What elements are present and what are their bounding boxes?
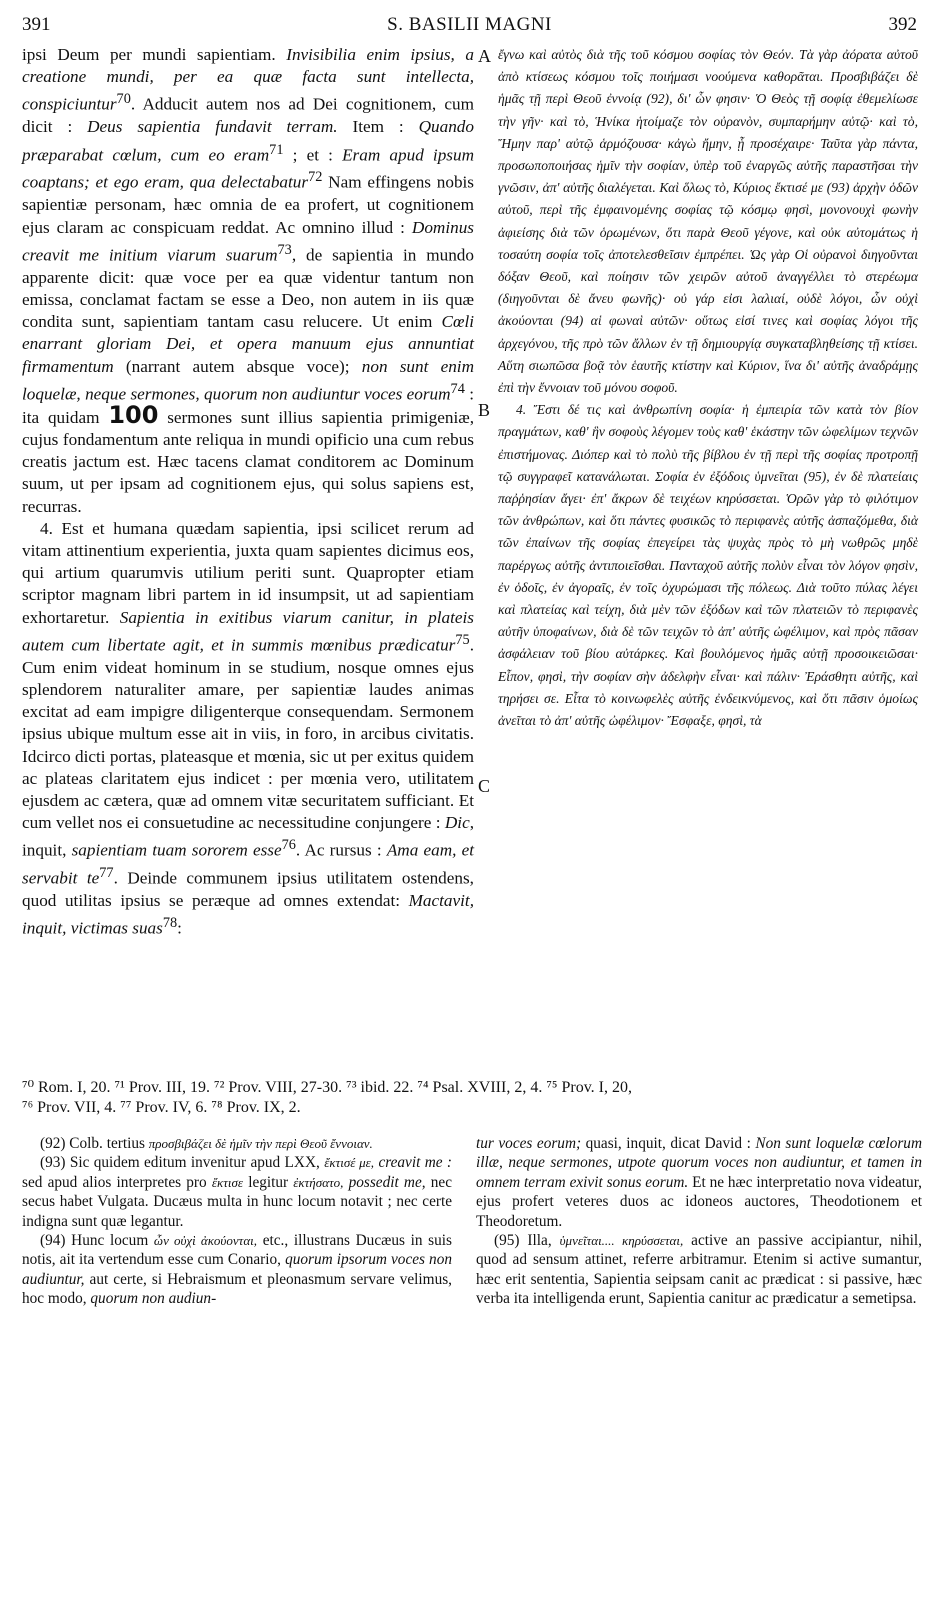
latin-text: : ita quidam — [22, 384, 474, 427]
note-quote: tur voces eorum; — [476, 1135, 582, 1152]
footnote-ref: 77 — [99, 865, 114, 882]
note-text: etc., illustrans Ducæus in suis notis, ait ita vertendum esse cum Conario, — [22, 1232, 452, 1269]
latin-text: . Cum enim videat hominum in se studium, nosque omnes ejus splendorem naturaliter amare, per sapientiæ laudes animas excitat ad eam impigre diligenterque consequendam. Sermonem ipsius ubique multum esse ait in viis, in foro, in arcibus civitatis. Idcirco dicti portas, plateasque et mœnia, sic ut per exitus quidem ac plateas claritatem ejus indicet : per mœnia vero, utilitatem ejusdem ac cætera, quæ ad omnem vitæ securitatem sufficiant. Et cum vellet nos ei consuetudine ac necessitudine conjungere : — [22, 635, 474, 833]
latin-quote: Invisibilia enim ipsius, a creatione mundi, per ea quæ facta sunt intellecta, conspiciuntur — [22, 45, 474, 115]
latin-text: ipsi Deum per mundi sapientiam. — [22, 45, 287, 64]
note-text: (93) Sic quidem editum invenitur apud LXX, — [40, 1154, 325, 1172]
note-93 — [22, 1153, 452, 1231]
note-text: legitur — [243, 1173, 294, 1191]
note-92 — [22, 1134, 452, 1153]
scripture-references — [22, 1078, 922, 1118]
margin-letter-a: A — [478, 46, 491, 66]
note-quote: creavit me : — [378, 1154, 453, 1172]
footnote-ref: 74 — [450, 380, 465, 397]
note-quote: quorum ipsorum voces non audiuntur, — [22, 1251, 453, 1288]
greek-paragraph-1: ἔγνω καὶ αὐτὸς διὰ τῆς τοῦ κόσμου σοφίας τὸν Θεόν. Τὰ γὰρ ἀόρατα αὐτοῦ ἀπὸ κτίσεως κόσμου τοῖς ποιήμασι νοούμενα καθορᾶται. Προσβιβάζει δὲ ἡμᾶς τῇ περὶ Θεοῦ ἐννοίᾳ (92), δι' ὧν φησιν· Ὁ Θεὸς τῇ σοφίᾳ ἐθεμελίωσε τὴν γῆν· καὶ τὸ, Ἡνίκα ἡτοίμαζε τὸν οὐρανὸν, συμπαρήμην αὐτῷ· καὶ τὸ, Ἤμην παρ' αὐτῷ ἁρμόζουσα· κἀγὼ ἤμην, ᾗ προσέχαιρε· Ταῦτα γὰρ πάντα, προσωποποιήσας ἡμῖν τὴν σοφίαν, ὑπὲρ τοῦ ἐναργῶς αὐτῆς παραστῆσαι τὴν γνῶσιν, ἀπ' αὐτῆς διαλέγεται. Καὶ ὅλως τὸ, Κύριος ἔκτισέ με (93) ἀρχὴν ὁδῶν αὐτοῦ, περὶ τῆς ἐμφαινομένης σοφίας τῷ κόσμῳ φησὶ, μονονουχὶ φωνὴν ἀφιείσης διὰ τῶν ὁρωμένων, ὅτι παρὰ Θεοῦ γέγονε, καὶ οὐκ αὐτομάτως ἡ τοσαύτη σοφία τοῖς ἀποτελεσθεῖσιν ἐμπρέπει. Ὡς γὰρ Οἱ οὐρανοὶ διηγοῦνται δόξαν Θεοῦ, καὶ ποίησιν τῶν χειρῶν αὐτοῦ ἀναγγέλλει τὸ στερέωμα (διηγοῦνται δὲ ἄνευ φωνῆς)· οὐ γάρ εἰσι λαλιαί, οὐδὲ λόγοι, ὧν οὐχὶ ἀκούονται (94) αἱ φωναὶ αὐτῶν· οὕτως εἰσί τινες καὶ σοφίας λόγοι τῆς ἀρχεγόνου, τῆς πρὸ τῶν ἄλλων ἐν τῇ δημιουργίᾳ συγκαταβληθείσης τῇ κτίσει. Αὕτη σιωπῶσα βοᾷ τὸν ἑαυτῆς κτίστην καὶ Κύριον, ἵνα δι' αὐτῆς ἀναδράμῃς ἐπὶ τὴν ἔννοιαν τοῦ μόνου σοφοῦ. — [498, 47, 918, 396]
latin-text: Item : — [337, 117, 419, 137]
left-page-number: 391 — [22, 14, 51, 35]
latin-text: ; et : — [283, 145, 343, 165]
latin-text: . Adducit autem nos ad Dei cognitionem, cum dicit : — [22, 95, 474, 137]
greek-column — [498, 44, 918, 732]
note-greek: ὧν οὐχὶ ἀκούονται, — [153, 1233, 258, 1249]
latin-quote: Eram apud ipsum coaptans; et ego eram, qua delectabatur — [22, 145, 475, 193]
note-quote: Non sunt loquelæ cœlorum illæ, neque sermones, utpote quorum voces non audiuntur, et tamen in omnem terram exivit sonus eorum. — [476, 1135, 922, 1191]
latin-column — [22, 44, 474, 940]
footnote-ref: 76 — [281, 837, 296, 854]
note-text: sed apud alios interpretes pro — [22, 1173, 212, 1191]
note-text: (95) Illa, — [494, 1232, 560, 1250]
page-title: S. BASILII MAGNI — [387, 14, 552, 35]
note-text: aut certe, si Hebraismum et pleonasmum servare velimus, hoc modo, — [22, 1270, 452, 1308]
greek-paragraph-2: 4. Ἔστι δέ τις καὶ ἀνθρωπίνη σοφία· ἡ ἐμπειρία τῶν κατὰ τὸν βίον πραγμάτων, καθ' ἣν σοφοὺς λέγομεν τοὺς καθ' ἑκάστην τῶν ὠφελίμων τεχνῶν ἐπιστήμονας. Διόπερ καὶ τὸ πολὺ τῆς βίβλου ἐν τῇ περὶ τῆς σοφίας προτροπῇ τῷ συγγραφεῖ κατανάλωται. Σοφία ἐν ἐξόδοις ὑμνεῖται (95), ἐν δὲ πλατείαις παῤῥησίαν ἄγει· ἐπ' ἄκρων δὲ τειχέων κηρύσσεται. Ὁρῶν γὰρ τὸ φιλότιμον τῶν ἀνθρώπων, καὶ ὅτι πάντες φυσικῶς τὸ περιφανὲς αὐτῆς ἀσπαζόμεθα, διὰ τῶν ἐπαίνων τῆς σοφίας ἐπεγείρει τὰς ψυχὰς πρὸς τὸ μὴ νωθρῶς μηδὲ παρέργως αὐτῆς ἀντιποιεῖσθαι. Πανταχοῦ αὐτῆς πολὺν εἶναι τὸν λόγον φησὶν, ἐν ὁδοῖς, ἐν ἀγοραῖς, ἐν τοῖς ὀχυρώμασι τῆς πόλεως. Διὰ τοῦτο πύλας λέγει καὶ πλατείας καὶ τείχη, διὰ μὲν τῶν ἐξόδων καὶ τῶν πλατειῶν τὸ περιφανὲς αὐτῆν ὑποφαίνων, διὰ δὲ τῶν τειχῶν τὸ ἀπ' αὐτῆς ὠφέλιμον, καὶ πρὸς πᾶσαν ἀσφάλειαν τοῦ βίου αὐτάρκες. Καὶ βουλόμενος ἡμᾶς αὐτῇ προσοικειῶσαι· Εἶπον, φησὶ, τὴν σοφίαν σὴν ἀδελφὴν εἶναι· καὶ πάλιν· Ἐράσθητι αὐτῆς, καὶ τηρήσει σε. Εἶτα τὸ κοινωφελὲς αὐτῆς ἐνδεικνύμενος, καὶ ὅτι πᾶσιν ὁμοίως ἀνεῖται τὸ ἀπ' αὐτῆς ὠφέλιμον· Ἔσφαξε, φησὶ, τὰ — [498, 402, 918, 729]
note-text: (92) Colb. tertius — [40, 1135, 149, 1152]
latin-quote: Mactavit, inquit, victimas suas — [22, 891, 474, 939]
note-text: nec secus habet Vulgata. Ducæus multa in hunc locum notavit ; nec certe indigna sunt quæ legantur. — [22, 1173, 452, 1230]
latin-text: . Ac rursus : — [295, 841, 387, 861]
latin-quote: Ama eam, et servabit te — [22, 841, 475, 888]
latin-text: sermones sunt illius sapientia primigeniæ, cujus fondamentum ante reliqua in mundi opificio una cum rebus creatis jactum est. Hæc tacens clamat conditorem ac Dominum suum, ut per ipsam ad cognitionem ejus, qui solus sapiens est, recurras. — [22, 407, 474, 516]
latin-quote: sapientiam tuam sororem esse — [71, 841, 282, 861]
footnote-ref: 71 — [269, 141, 284, 158]
footnote-ref: 73 — [277, 241, 292, 258]
latin-text: : — [177, 919, 182, 939]
latin-quote: Cœli enarrant gloriam Dei, et opera manuum ejus annuntiat firmamentum — [22, 312, 474, 376]
note-greek: ἔκτισέ με, — [324, 1155, 375, 1171]
latin-text: 4. Est et humana quædam sapientia, ipsi scilicet rerum ad vitam attinentium experientia, juxta quam sapientes dicimus eos, qui artium quarumvis utilium periti sunt. Quapropter etiam scriptor magnam libri partem in id insumpsit, ut ad sapientiam exhortaretur. — [22, 518, 474, 627]
reference-line-1: ⁷⁰ Rom. I, 20. ⁷¹ Prov. III, 19. ⁷² Prov. VIII, 27-30. ⁷³ ibid. 22. ⁷⁴ Psal. XVIII, 2, 4. ⁷⁵ Prov. I, 20, — [22, 1079, 632, 1096]
latin-quote: Dominus creavit me initium viarum suarum — [22, 217, 474, 265]
notes-left-column — [22, 1134, 452, 1309]
latin-text: , inquit, — [22, 813, 474, 861]
right-page-number: 392 — [888, 14, 917, 35]
running-header — [18, 14, 921, 38]
footnote-ref: 78 — [162, 915, 178, 932]
latin-quote: Deus sapientia fundavit terram. — [87, 117, 338, 137]
margin-letter-c: C — [478, 776, 491, 796]
note-greek: ἔκτισε — [211, 1174, 244, 1190]
latin-paragraph-2 — [22, 518, 474, 941]
column-number: 100 — [108, 400, 159, 429]
note-greek: προσβιβάζει δὲ ἡμῖν τὴν περὶ Θεοῦ ἔννοιαν. — [148, 1136, 373, 1151]
note-text: (94) Hunc locum — [40, 1232, 154, 1250]
latin-quote: Quando præparabat cœlum, cum eo eram — [22, 117, 474, 165]
latin-text: , de sapientia in mundo apparente dicit: quæ voce per ea quæ videntur tantum non emissa, conclamat factam se esse a Deo, non autem in iis quæ condita sunt, sapientiam tantam casu relucere. Ut enim — [22, 245, 474, 332]
latin-text: (narrant autem absque voce); — [113, 356, 362, 376]
latin-quote: Dic — [444, 813, 470, 833]
latin-quote: non sunt enim loquelæ, neque sermones, quorum non audiuntur voces eorum — [22, 356, 474, 404]
latin-text: . Deinde communem ipsius utilitatem ostendens, quod utilitas ipsius se peræque ad omnes extendat: — [22, 868, 474, 911]
footnote-ref: 75 — [455, 631, 470, 648]
note-95 — [476, 1231, 922, 1309]
margin-letter-b: B — [478, 400, 491, 420]
footnote-ref: 72 — [308, 169, 323, 186]
footnote-ref: 70 — [116, 91, 131, 108]
note-94 — [22, 1231, 452, 1309]
latin-text: Nam effingens nobis sapientiæ personam, hæc omnia de ea profert, ut cognitionem ejus claram ac conspicuam reddat. Ac omnino illud : — [22, 173, 475, 237]
latin-paragraph-1 — [22, 44, 474, 518]
latin-quote: Sapientia in exitibus viarum canitur, in plateis autem cum libertate agit, et in summis mœnibus prædicatur — [22, 607, 474, 655]
note-text: active an passive accipiantur, nihil, quod ad sensum attinet, referre arbitramur. Etenim si active sumantur, hæc erit sententia, Sapientia seipsam canit ac prædicat : si passive, hæc verba ita intelligenda erunt, Sapientia canitur ac prædicatur a semetipsa. — [476, 1232, 922, 1308]
note-quote: possedit me, — [348, 1173, 426, 1191]
note-text: Et ne hæc interpretatio nova videatur, ejus profert veteres duos ac idoneos auctores, Theodotionem et Theodoretum. — [476, 1173, 923, 1230]
note-94-continued — [476, 1134, 922, 1231]
notes-right-column — [476, 1134, 922, 1309]
note-greek: ἐκτήσατο, — [293, 1174, 344, 1190]
note-text: quasi, inquit, dicat David : — [581, 1135, 756, 1152]
reference-line-2: ⁷⁶ Prov. VII, 4. ⁷⁷ Prov. IV, 6. ⁷⁸ Prov. IX, 2. — [22, 1099, 301, 1116]
note-quote: quorum non audiun- — [90, 1290, 217, 1308]
note-greek: ὑμνεῖται.... κηρύσσεται, — [559, 1233, 684, 1249]
